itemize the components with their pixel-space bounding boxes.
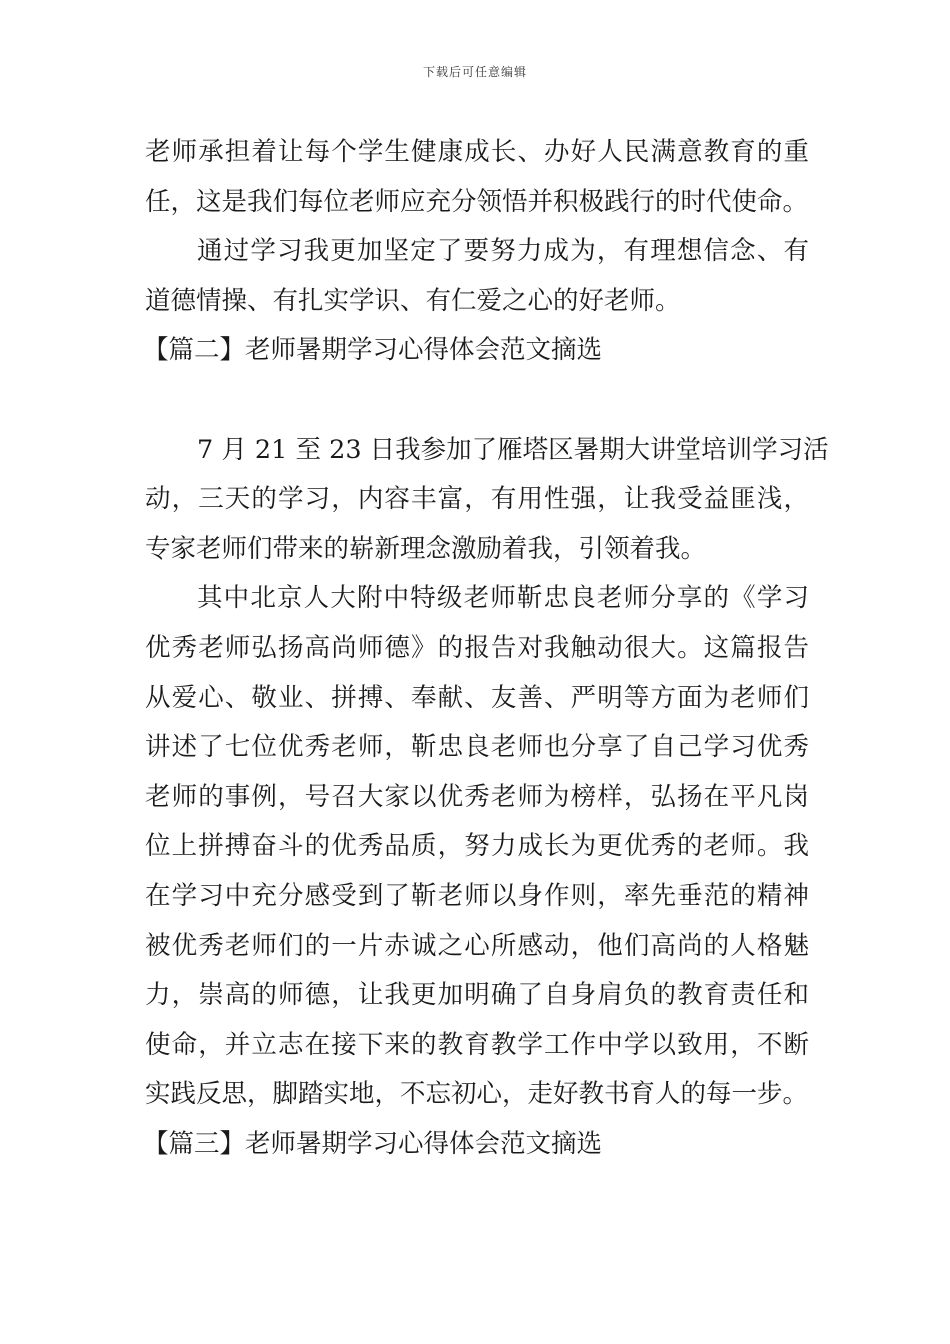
paragraph-line: 7 月 21 至 23 日我参加了雁塔区暑期大讲堂培训学习活 (197, 434, 829, 465)
paragraph-line: 专家老师们带来的崭新理念激励着我，引领着我。 (145, 533, 707, 564)
header-note: 下载后可任意编辑 (422, 65, 527, 79)
blank-line (145, 376, 809, 426)
paragraph-line: 通过学习我更加坚定了要努力成为，有理想信念、有 (197, 236, 809, 267)
paragraph-line: 动，三天的学习，内容丰富，有用性强，让我受益匪浅， (145, 484, 809, 515)
paragraph-line: 从爱心、敬业、拼搏、奉献、友善、严明等方面为老师们 (145, 682, 809, 713)
section-heading: 【篇三】老师暑期学习心得体会范文摘选 (143, 1128, 603, 1159)
paragraph-line: 老师的事例，号召大家以优秀老师为榜样，弘扬在平凡岗 (145, 781, 809, 812)
paragraph-line: 道德情操、有扎实学识、有仁爱之心的好老师。 (145, 285, 681, 316)
paragraph-line: 在学习中充分感受到了靳老师以身作则，率先垂范的精神 (145, 880, 809, 911)
paragraph-line: 讲述了七位优秀老师，靳忠良老师也分享了自己学习优秀 (145, 732, 809, 763)
paragraph-line: 力，崇高的师德，让我更加明确了自身肩负的教育责任和 (145, 980, 809, 1011)
paragraph-line: 实践反思，脚踏实地，不忘初心，走好教书育人的每一步。 (145, 1079, 809, 1110)
paragraph-line: 被优秀老师们的一片赤诚之心所感动，他们高尚的人格魅 (145, 930, 809, 961)
paragraph-line: 其中北京人大附中特级老师靳忠良老师分享的《学习 (197, 583, 809, 614)
paragraph-line: 老师承担着让每个学生健康成长、办好人民满意教育的重 (145, 137, 809, 167)
paragraph-line: 使命，并立志在接下来的教育教学工作中学以致用，不断 (145, 1029, 809, 1060)
paragraph-line: 位上拼搏奋斗的优秀品质，努力成长为更优秀的老师。我 (145, 831, 809, 862)
document-body (143, 128, 829, 1169)
section-heading: 【篇二】老师暑期学习心得体会范文摘选 (143, 335, 603, 366)
paragraph-line: 任，这是我们每位老师应充分领悟并积极践行的时代使命。 (145, 186, 809, 217)
paragraph-line: 优秀老师弘扬高尚师德》的报告对我触动很大。这篇报告 (145, 632, 809, 663)
